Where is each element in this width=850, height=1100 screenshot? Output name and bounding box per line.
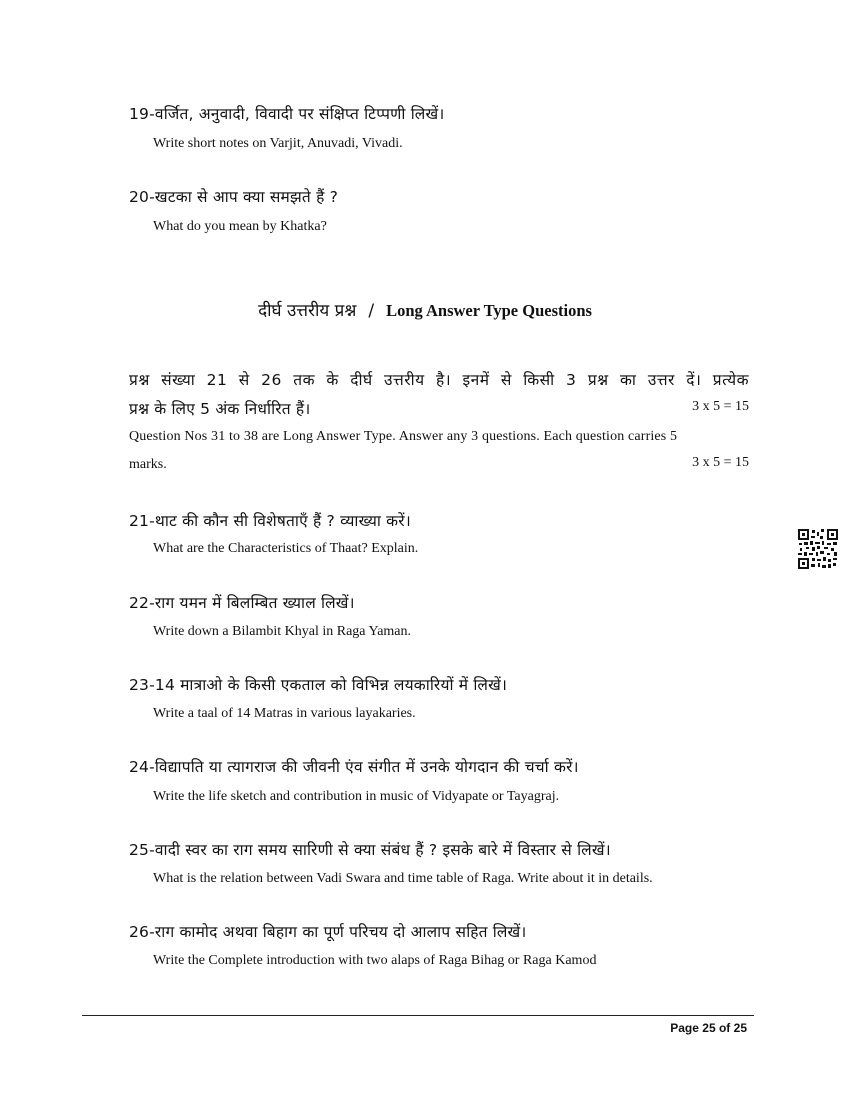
question-26-english: Write the Complete introduction with two alaps of Raga Bihag or Raga Kamod: [153, 953, 597, 968]
instructions-english-line2: marks.: [129, 457, 167, 472]
question-25-english: What is the relation between Vadi Swara and time table of Raga. Write about it in details.: [153, 871, 653, 886]
instructions-hindi-line2: प्रश्न के लिए 5 अंक निर्धारित हैं।: [129, 400, 311, 418]
page-label: Page: [670, 1021, 699, 1035]
question-26-hindi: 26-राग कामोद अथवा बिहाग का पूर्ण परिचय दो आलाप सहित लिखें।: [129, 923, 527, 941]
page-total: 25: [733, 1021, 747, 1035]
question-20-hindi: 20-खटका से आप क्या समझते हैं ?: [129, 188, 339, 206]
question-23-english: Write a taal of 14 Matras in various layakaries.: [153, 706, 416, 721]
instructions-block: [129, 368, 749, 479]
instructions-english-line1: Question Nos 31 to 38 are Long Answer Type. Answer any 3 questions. Each question carries 5: [129, 429, 678, 444]
footer-divider: [82, 1015, 754, 1016]
section-heading-separator: /: [368, 301, 375, 321]
question-24-english: Write the life sketch and contribution in music of Vidyapate or Tayagraj.: [153, 789, 560, 804]
question-20-english: What do you mean by Khatka?: [153, 219, 327, 234]
question-23-hindi: 23-14 मात्राओ के किसी एकताल को विभिन्न लयकारियों में लिखें।: [129, 676, 508, 694]
section-heading-english: Long Answer Type Questions: [386, 301, 592, 320]
question-19-english: Write short notes on Varjit, Anuvadi, Vivadi.: [153, 136, 403, 151]
question-22-english: Write down a Bilambit Khyal in Raga Yaman.: [153, 624, 412, 639]
page-current: 25: [702, 1021, 716, 1035]
question-21-hindi: 21-थाट की कौन सी विशेषताएँ हैं ? व्याख्या करें।: [129, 512, 411, 530]
instructions-hindi-line1: प्रश्न संख्या 21 से 26 तक के दीर्घ उत्तरीय है। इनमें से किसी 3 प्रश्न का उत्तर दें। प्रत्येक: [129, 371, 749, 389]
question-24-hindi: 24-विद्यापति या त्यागराज की जीवनी एंव संगीत में उनके योगदान की चर्चा करें।: [129, 758, 579, 776]
question-19-hindi: 19-वर्जित, अनुवादी, विवादी पर संक्षिप्त टिप्पणी लिखें।: [129, 105, 445, 123]
question-21-english: What are the Characteristics of Thaat? Explain.: [153, 541, 419, 556]
of-label: of: [718, 1021, 731, 1035]
section-heading-hindi: दीर्घ उत्तरीय प्रश्न: [258, 301, 357, 321]
qr-code-icon: [798, 529, 838, 569]
question-22-hindi: 22-राग यमन में बिलम्बित ख्याल लिखें।: [129, 594, 355, 612]
section-heading: [0, 298, 850, 321]
page-number: [670, 1021, 747, 1035]
question-25-hindi: 25-वादी स्वर का राग समय सारिणी से क्या संबंध हैं ? इसके बारे में विस्तार से लिखें।: [129, 841, 611, 859]
instructions-english-marks: 3 x 5 = 15: [692, 455, 749, 470]
instructions-hindi-marks: 3 x 5 = 15: [692, 399, 749, 414]
